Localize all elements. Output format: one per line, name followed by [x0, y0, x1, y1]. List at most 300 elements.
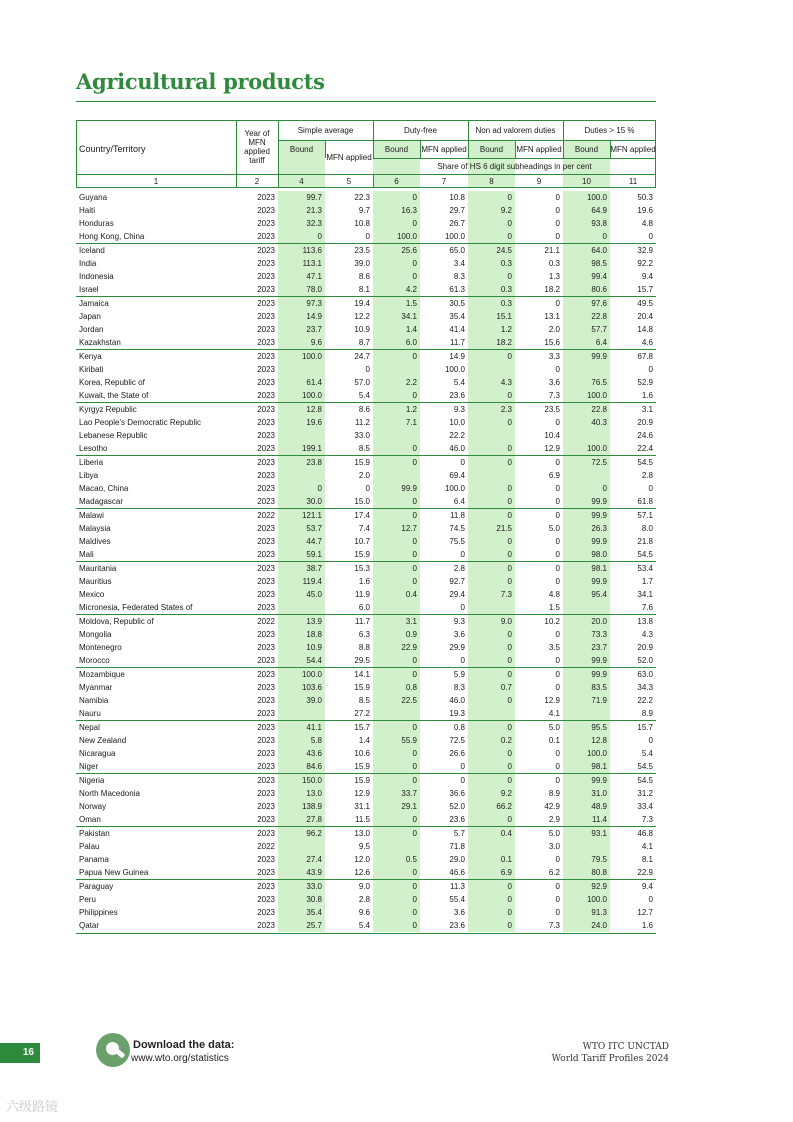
non-ad-valorem-mfn-cell: 42.9 — [544, 802, 560, 811]
simple-avg-bound-cell: 30.8 — [306, 895, 322, 904]
non-ad-valorem-bound-cell: 6.9 — [500, 868, 512, 877]
country-cell: Nigeria — [79, 776, 105, 785]
duties-15-bound-cell — [563, 363, 610, 376]
table-row — [76, 707, 656, 720]
col-number: 1 — [153, 176, 159, 186]
simple-avg-bound-cell: 78.0 — [306, 285, 322, 294]
non-ad-valorem-bound-cell: 0 — [507, 577, 512, 586]
duties-15-mfn-cell: 31.2 — [637, 789, 653, 798]
year-cell: 2022 — [257, 842, 275, 851]
non-ad-valorem-mfn-cell: 0 — [555, 365, 560, 374]
duties-15-bound-cell: 73.3 — [591, 630, 607, 639]
year-cell: 2023 — [257, 206, 275, 215]
country-cell: Montenegro — [79, 643, 122, 652]
non-ad-valorem-bound-cell: 0.3 — [500, 259, 512, 268]
non-ad-valorem-mfn-cell: 18.2 — [544, 285, 560, 294]
duty-free-bound-cell: 1.4 — [405, 325, 417, 334]
duty-free-bound-cell: 0 — [412, 868, 417, 877]
table-row — [76, 469, 656, 482]
duties-15-bound-cell — [563, 469, 610, 482]
duty-free-bound-cell: 0 — [412, 458, 417, 467]
duty-free-bound-cell: 1.2 — [405, 405, 417, 414]
duty-free-mfn-cell: 23.6 — [449, 815, 465, 824]
year-cell: 2023 — [257, 418, 275, 427]
duty-free-mfn-cell: 74.5 — [449, 524, 465, 533]
country-cell: Papua New Guinea — [79, 868, 149, 877]
duties-15-bound-cell: 23.7 — [591, 643, 607, 652]
country-cell: Lao People's Democratic Republic — [79, 418, 202, 427]
download-icon[interactable] — [96, 1033, 130, 1067]
duties-15-bound-cell — [563, 601, 610, 614]
duty-free-mfn-cell: 3.6 — [453, 630, 465, 639]
table-row — [76, 230, 656, 243]
non-ad-valorem-mfn-cell: 0.1 — [548, 736, 560, 745]
sub-mfn-applied: MFN applied — [326, 153, 372, 162]
country-cell: Qatar — [79, 921, 100, 930]
duties-15-mfn-cell: 20.9 — [637, 643, 653, 652]
duties-15-mfn-cell: 33.4 — [637, 802, 653, 811]
duty-free-bound-cell: 22.5 — [401, 696, 417, 705]
simple-avg-bound-cell: 44.7 — [306, 537, 322, 546]
year-cell: 2022 — [257, 617, 275, 626]
simple-avg-bound-cell: 21.3 — [306, 206, 322, 215]
group-duty-free: Duty-free — [404, 125, 437, 135]
non-ad-valorem-bound-cell: 0 — [507, 656, 512, 665]
country-cell: Guyana — [79, 193, 108, 202]
non-ad-valorem-bound-cell: 0 — [507, 643, 512, 652]
duties-15-bound-cell: 99.9 — [591, 670, 607, 679]
duty-free-mfn-cell: 0 — [460, 776, 465, 785]
duties-15-mfn-cell: 32.9 — [637, 246, 653, 255]
non-ad-valorem-mfn-cell: 21.1 — [544, 246, 560, 255]
duties-15-bound-cell: 24.0 — [591, 921, 607, 930]
year-cell: 2023 — [257, 868, 275, 877]
duties-15-bound-cell: 20.0 — [591, 617, 607, 626]
duty-free-bound-cell: 0 — [412, 656, 417, 665]
duties-15-bound-cell: 99.9 — [591, 656, 607, 665]
duty-free-bound-cell: 0 — [412, 391, 417, 400]
table-row — [76, 853, 656, 866]
table-row — [76, 760, 656, 773]
simple-avg-mfn-cell: 57.0 — [354, 378, 370, 387]
duty-free-bound-cell: 0 — [412, 272, 417, 281]
simple-avg-bound-cell: 10.9 — [306, 643, 322, 652]
simple-avg-mfn-cell: 15.3 — [354, 564, 370, 573]
simple-avg-mfn-cell: 15.0 — [354, 497, 370, 506]
simple-avg-mfn-cell: 9.5 — [358, 842, 370, 851]
non-ad-valorem-bound-cell: 0 — [507, 696, 512, 705]
duty-free-bound-cell: 4.2 — [405, 285, 417, 294]
non-ad-valorem-bound-cell: 0 — [507, 815, 512, 824]
duty-free-mfn-cell: 0 — [460, 603, 465, 612]
simple-avg-bound-cell: 39.0 — [306, 696, 322, 705]
duty-free-bound-cell: 16.3 — [401, 206, 417, 215]
simple-avg-mfn-cell: 15.7 — [354, 723, 370, 732]
duties-15-mfn-cell: 22.2 — [637, 696, 653, 705]
simple-avg-bound-cell: 23.7 — [306, 325, 322, 334]
duties-15-mfn-cell: 4.1 — [641, 842, 653, 851]
table-row — [76, 614, 656, 628]
table-row — [76, 270, 656, 283]
duties-15-mfn-cell: 0 — [648, 365, 653, 374]
page-title: Agricultural products — [76, 69, 325, 94]
year-cell: 2023 — [257, 246, 275, 255]
non-ad-valorem-mfn-cell: 0 — [555, 497, 560, 506]
duties-15-bound-cell: 0 — [602, 232, 607, 241]
non-ad-valorem-bound-cell: 0 — [507, 484, 512, 493]
duty-free-bound-cell: 33.7 — [401, 789, 417, 798]
duty-free-mfn-cell: 19.3 — [449, 709, 465, 718]
simple-avg-bound-cell: 13.9 — [306, 617, 322, 626]
year-cell: 2022 — [257, 511, 275, 520]
table-row — [76, 813, 656, 826]
duties-15-mfn-cell: 7.3 — [641, 815, 653, 824]
country-cell: Namibia — [79, 696, 109, 705]
simple-avg-mfn-cell: 7.4 — [358, 524, 370, 533]
duty-free-mfn-cell: 69.4 — [449, 471, 465, 480]
simple-avg-mfn-cell: 10.6 — [354, 749, 370, 758]
publication-title: World Tariff Profiles 2024 — [551, 1054, 669, 1064]
duty-free-bound-cell: 0.9 — [405, 630, 417, 639]
duty-free-mfn-cell: 92.7 — [449, 577, 465, 586]
simple-avg-mfn-cell: 12.2 — [354, 312, 370, 321]
table-row — [76, 734, 656, 747]
year-cell: 2023 — [257, 643, 275, 652]
duty-free-mfn-cell: 14.9 — [449, 352, 465, 361]
duties-15-bound-cell — [563, 707, 610, 720]
simple-avg-mfn-cell: 0 — [365, 365, 370, 374]
country-cell: Micronesia, Federated States of — [79, 603, 193, 612]
non-ad-valorem-bound-cell: 7.3 — [500, 590, 512, 599]
year-cell: 2023 — [257, 365, 275, 374]
duty-free-bound-cell: 0 — [412, 670, 417, 679]
non-ad-valorem-mfn-cell: 8.9 — [548, 789, 560, 798]
duty-free-mfn-cell: 0 — [460, 458, 465, 467]
year-cell: 2023 — [257, 431, 275, 440]
simple-avg-bound-cell: 25.7 — [306, 921, 322, 930]
table-row — [76, 681, 656, 694]
non-ad-valorem-mfn-cell: 10.2 — [544, 617, 560, 626]
duty-free-mfn-cell: 29.7 — [449, 206, 465, 215]
simple-avg-mfn-cell: 12.9 — [354, 789, 370, 798]
non-ad-valorem-mfn-cell: 1.5 — [548, 603, 560, 612]
non-ad-valorem-mfn-cell: 13.1 — [544, 312, 560, 321]
duty-free-mfn-cell: 29.0 — [449, 855, 465, 864]
duty-free-bound-cell: 0 — [412, 882, 417, 891]
simple-avg-mfn-cell: 14.1 — [354, 670, 370, 679]
duties-15-mfn-cell: 1.6 — [641, 391, 653, 400]
non-ad-valorem-mfn-cell: 0 — [555, 550, 560, 559]
duty-free-mfn-cell: 65.0 — [449, 246, 465, 255]
non-ad-valorem-mfn-cell: 0 — [555, 511, 560, 520]
year-cell: 2023 — [257, 776, 275, 785]
country-cell: India — [79, 259, 97, 268]
table-header — [76, 120, 656, 188]
non-ad-valorem-bound-cell: 0 — [507, 444, 512, 453]
table-row — [76, 919, 656, 932]
country-cell: Kyrgyz Republic — [79, 405, 137, 414]
non-ad-valorem-bound-cell: 0 — [507, 193, 512, 202]
country-cell: Jamaica — [79, 299, 109, 308]
duties-15-mfn-cell: 24.6 — [637, 431, 653, 440]
simple-avg-mfn-cell: 10.8 — [354, 219, 370, 228]
table-row — [76, 191, 656, 204]
duties-15-bound-cell: 98.5 — [591, 259, 607, 268]
non-ad-valorem-bound-cell: 0.3 — [500, 299, 512, 308]
non-ad-valorem-bound-cell: 0 — [507, 550, 512, 559]
duties-15-bound-cell: 83.5 — [591, 683, 607, 692]
duty-free-bound-cell: 0 — [412, 776, 417, 785]
table-row — [76, 654, 656, 667]
duties-15-mfn-cell: 54.5 — [637, 762, 653, 771]
non-ad-valorem-bound-cell: 0 — [507, 272, 512, 281]
simple-avg-bound-cell: 14.9 — [306, 312, 322, 321]
page-number: 16 — [0, 1043, 40, 1063]
non-ad-valorem-mfn-cell: 0 — [555, 670, 560, 679]
non-ad-valorem-mfn-cell: 0 — [555, 776, 560, 785]
duties-15-bound-cell: 100.0 — [586, 749, 607, 758]
year-cell: 2023 — [257, 444, 275, 453]
table-row — [76, 561, 656, 575]
non-ad-valorem-mfn-cell: 3.0 — [548, 842, 560, 851]
sub-mfn-applied: MFN applied — [610, 145, 656, 154]
duty-free-bound-cell: 0 — [412, 762, 417, 771]
duty-free-mfn-cell: 3.4 — [453, 259, 465, 268]
col-number: 10 — [582, 176, 591, 186]
duties-15-mfn-cell: 21.8 — [637, 537, 653, 546]
simple-avg-mfn-cell: 15.9 — [354, 458, 370, 467]
duties-15-bound-cell: 100.0 — [586, 895, 607, 904]
duties-15-bound-cell: 40.3 — [591, 418, 607, 427]
country-cell: Paraguay — [79, 882, 114, 891]
year-cell: 2023 — [257, 524, 275, 533]
duty-free-bound-cell — [373, 469, 420, 482]
duties-15-mfn-cell: 15.7 — [637, 723, 653, 732]
simple-avg-bound-cell: 103.6 — [301, 683, 322, 692]
year-header: Year of MFN applied tariff — [244, 129, 270, 165]
duty-free-bound-cell: 12.7 — [401, 524, 417, 533]
non-ad-valorem-bound-cell: 0.7 — [500, 683, 512, 692]
duty-free-bound-cell: 0 — [412, 577, 417, 586]
country-cell: Hong Kong, China — [79, 232, 145, 241]
simple-avg-bound-cell: 84.6 — [306, 762, 322, 771]
country-cell: Kuwait, the State of — [79, 391, 149, 400]
table-row — [76, 720, 656, 734]
duties-15-mfn-cell: 14.8 — [637, 325, 653, 334]
non-ad-valorem-mfn-cell: 12.9 — [544, 696, 560, 705]
duty-free-mfn-cell: 8.3 — [453, 683, 465, 692]
duty-free-mfn-cell: 8.3 — [453, 272, 465, 281]
duty-free-mfn-cell: 26.7 — [449, 219, 465, 228]
country-cell: Moldova, Republic of — [79, 617, 154, 626]
non-ad-valorem-bound-cell: 0 — [507, 537, 512, 546]
table-row — [76, 508, 656, 522]
year-cell: 2023 — [257, 550, 275, 559]
duty-free-mfn-cell: 30.5 — [449, 299, 465, 308]
simple-avg-mfn-cell: 9.0 — [358, 882, 370, 891]
duties-15-mfn-cell: 92.2 — [637, 259, 653, 268]
non-ad-valorem-mfn-cell: 3.6 — [548, 378, 560, 387]
non-ad-valorem-bound-cell: 0 — [507, 352, 512, 361]
duties-15-bound-cell: 99.9 — [591, 511, 607, 520]
table-row — [76, 376, 656, 389]
non-ad-valorem-bound-cell — [468, 840, 515, 853]
duty-free-mfn-cell: 5.7 — [453, 829, 465, 838]
non-ad-valorem-mfn-cell: 3.5 — [548, 643, 560, 652]
duty-free-mfn-cell: 26.6 — [449, 749, 465, 758]
duties-15-mfn-cell: 54.5 — [637, 458, 653, 467]
duty-free-mfn-cell: 35.4 — [449, 312, 465, 321]
duties-15-mfn-cell: 19.6 — [637, 206, 653, 215]
simple-avg-mfn-cell: 5.4 — [358, 391, 370, 400]
duty-free-mfn-cell: 72.5 — [449, 736, 465, 745]
table-row — [76, 363, 656, 376]
year-cell: 2023 — [257, 232, 275, 241]
non-ad-valorem-bound-cell: 15.1 — [496, 312, 512, 321]
duty-free-bound-cell: 0 — [412, 550, 417, 559]
duties-15-mfn-cell: 0 — [648, 895, 653, 904]
non-ad-valorem-bound-cell: 0 — [507, 511, 512, 520]
duty-free-mfn-cell: 23.6 — [449, 391, 465, 400]
non-ad-valorem-bound-cell: 0 — [507, 564, 512, 573]
non-ad-valorem-mfn-cell: 3.3 — [548, 352, 560, 361]
country-header: Country/Territory — [79, 143, 146, 154]
year-cell: 2023 — [257, 391, 275, 400]
simple-avg-bound-cell: 61.4 — [306, 378, 322, 387]
non-ad-valorem-mfn-cell: 0 — [555, 193, 560, 202]
duties-15-bound-cell: 95.4 — [591, 590, 607, 599]
duty-free-bound-cell: 0 — [412, 259, 417, 268]
simple-avg-bound-cell: 150.0 — [301, 776, 322, 785]
simple-avg-mfn-cell: 10.7 — [354, 537, 370, 546]
year-cell: 2023 — [257, 749, 275, 758]
table-row — [76, 217, 656, 230]
table-row — [76, 429, 656, 442]
table-row — [76, 442, 656, 455]
country-cell: Mali — [79, 550, 94, 559]
non-ad-valorem-mfn-cell: 0.3 — [548, 259, 560, 268]
duty-free-mfn-cell: 41.4 — [449, 325, 465, 334]
duty-free-mfn-cell: 11.7 — [450, 338, 465, 347]
duty-free-mfn-cell: 11.3 — [450, 882, 465, 891]
table-row — [76, 257, 656, 270]
duty-free-bound-cell: 0 — [412, 829, 417, 838]
duty-free-bound-cell — [373, 429, 420, 442]
col-number: 6 — [394, 176, 399, 186]
simple-avg-bound-cell: 41.1 — [306, 723, 322, 732]
duties-15-bound-cell: 57.7 — [591, 325, 607, 334]
country-cell: Lebanese Republic — [79, 431, 148, 440]
non-ad-valorem-mfn-cell: 0 — [555, 749, 560, 758]
duty-free-mfn-cell: 52.0 — [449, 802, 465, 811]
duty-free-bound-cell: 55.9 — [401, 736, 417, 745]
duty-free-mfn-cell: 36.6 — [449, 789, 465, 798]
table-row — [76, 349, 656, 363]
duties-15-bound-cell: 100.0 — [586, 193, 607, 202]
simple-avg-bound-cell: 113.6 — [302, 246, 322, 255]
duty-free-bound-cell — [373, 707, 420, 720]
year-cell: 2023 — [257, 815, 275, 824]
duty-free-mfn-cell: 46.0 — [449, 696, 465, 705]
simple-avg-mfn-cell: 33.0 — [354, 431, 370, 440]
duty-free-bound-cell: 0 — [412, 815, 417, 824]
simple-avg-bound-cell: 12.8 — [306, 405, 322, 414]
simple-avg-bound-cell: 27.8 — [306, 815, 322, 824]
duties-15-bound-cell: 76.5 — [591, 378, 607, 387]
simple-avg-mfn-cell: 27.2 — [354, 709, 370, 718]
table-body — [76, 191, 656, 932]
year-cell: 2023 — [257, 789, 275, 798]
simple-avg-mfn-cell: 9.7 — [358, 206, 370, 215]
non-ad-valorem-bound-cell: 0 — [507, 630, 512, 639]
duty-free-bound-cell: 0 — [412, 723, 417, 732]
non-ad-valorem-bound-cell: 0 — [507, 670, 512, 679]
simple-avg-mfn-cell: 23.5 — [354, 246, 370, 255]
country-cell: Mongolia — [79, 630, 112, 639]
duties-15-bound-cell: 99.9 — [591, 352, 607, 361]
simple-avg-mfn-cell: 1.6 — [358, 577, 370, 586]
publisher: WTO ITC UNCTAD — [582, 1042, 669, 1052]
duty-free-mfn-cell: 100.0 — [444, 365, 465, 374]
non-ad-valorem-mfn-cell: 0 — [555, 484, 560, 493]
non-ad-valorem-bound-cell: 21.5 — [496, 524, 512, 533]
duty-free-bound-cell: 0 — [412, 908, 417, 917]
simple-avg-bound-cell: 97.3 — [306, 299, 322, 308]
download-link[interactable]: www.wto.org/statistics — [131, 1053, 229, 1064]
table-row — [76, 402, 656, 416]
table-row — [76, 204, 656, 217]
duties-15-bound-cell: 99.9 — [591, 497, 607, 506]
year-cell: 2023 — [257, 458, 275, 467]
duty-free-bound-cell: 0 — [412, 895, 417, 904]
year-cell: 2023 — [257, 683, 275, 692]
duty-free-mfn-cell: 100.0 — [444, 484, 465, 493]
duty-free-bound-cell: 99.9 — [401, 484, 417, 493]
duty-free-mfn-cell: 0 — [460, 550, 465, 559]
duties-15-mfn-cell: 8.1 — [641, 855, 653, 864]
duties-15-mfn-cell: 67.8 — [637, 352, 653, 361]
duties-15-bound-cell: 72.5 — [591, 458, 607, 467]
simple-avg-mfn-cell: 12.0 — [354, 855, 370, 864]
year-cell: 2023 — [257, 338, 275, 347]
duties-15-mfn-cell: 12.7 — [637, 908, 653, 917]
duty-free-mfn-cell: 0.8 — [453, 723, 465, 732]
year-cell: 2023 — [257, 285, 275, 294]
country-cell: Kazakhstan — [79, 338, 121, 347]
duty-free-bound-cell: 0 — [412, 564, 417, 573]
simple-avg-mfn-cell: 8.6 — [358, 272, 370, 281]
table-row — [76, 389, 656, 402]
duties-15-bound-cell: 22.8 — [591, 312, 607, 321]
duties-15-bound-cell: 80.8 — [591, 868, 607, 877]
country-cell: North Macedonia — [79, 789, 140, 798]
duty-free-bound-cell: 3.1 — [405, 617, 417, 626]
non-ad-valorem-bound-cell: 0 — [507, 749, 512, 758]
duty-free-mfn-cell: 9.3 — [453, 617, 465, 626]
non-ad-valorem-mfn-cell: 0 — [555, 577, 560, 586]
country-cell: Myanmar — [79, 683, 113, 692]
duty-free-bound-cell: 100.0 — [396, 232, 417, 241]
country-cell: Libya — [79, 471, 99, 480]
non-ad-valorem-mfn-cell: 0 — [555, 206, 560, 215]
duties-15-mfn-cell: 1.7 — [641, 577, 653, 586]
table-row — [76, 866, 656, 879]
simple-avg-bound-cell: 59.1 — [306, 550, 322, 559]
duties-15-bound-cell: 97.6 — [591, 299, 607, 308]
duties-15-mfn-cell: 4.6 — [641, 338, 653, 347]
non-ad-valorem-mfn-cell: 2.0 — [548, 325, 560, 334]
non-ad-valorem-bound-cell: 0 — [507, 895, 512, 904]
